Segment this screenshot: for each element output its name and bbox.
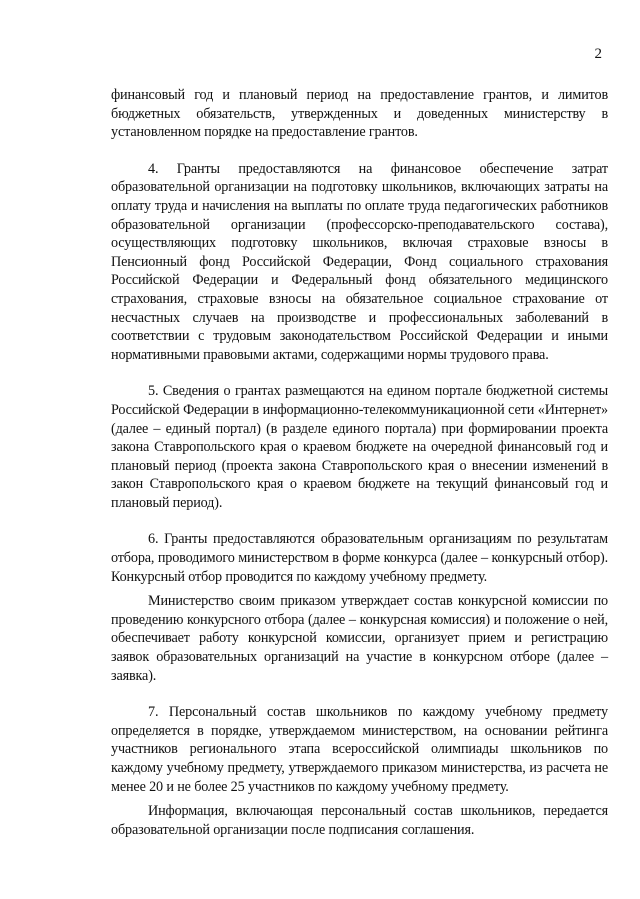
document-body [111,86,608,839]
paragraph-item-5: 5. Сведения о грантах размещаются на едином портале бюджетной системы Российской Федерации в информационно-телекоммуникационной сети «Интернет» (далее – единый портал) (в разделе единого портала) при формировании проекта закона Ставропольского края о краевом бюджете на очередной финансовый год и плановый период (проекта закона Ставропольского края о внесении изменений в закон Ставропольского края о краевом бюджете на текущий финансовый год и плановый период). [111,383,608,511]
paragraph-item-6: 6. Гранты предоставляются образовательным организациям по результатам отбора, проводимого министерством в форме конкурса (далее – конкурсный отбор). Конкурсный отбор проводится по каждому учебному предмету. [111,531,608,585]
paragraph-item-7: 7. Персональный состав школьников по каждому учебному предмету определяется в порядке, утверждаемом министерством, на основании рейтинга участников регионального этапа всероссийской олимпиады школьников по каждому учебному предмету, утверждаемого приказом министерства, из расчета не менее 20 и не более 25 участников по каждому учебному предмету. [111,704,608,795]
paragraph-item-4: 4. Гранты предоставляются на финансовое обеспечение затрат образовательной организации на подготовку школьников, включающих затраты на оплату труда и начисления на выплаты по оплате труда педагогических работников образовательной организации (профессорско-преподавательского состава), осуществляющих подготовку школьников, включая страховые взносы в Пенсионный фонд Российской Федерации, Фонд социального страхования Российской Федерации и Федеральный фонд обязательного медицинского страхования, страховые взносы на обязательное социальное страхование от несчастных случаев на производстве и профессиональных заболеваний в соответствии с трудовым законодательством Российской Федерации и иными нормативными правовыми актами, содержащими нормы трудового права. [111,160,608,363]
paragraph-item-6-commission: Министерство своим приказом утверждает состав конкурсной комиссии по проведению конкурсного отбора (далее – конкурсная комиссия) и положение о ней, обеспечивает работу конкурсной комиссии, организует прием и регистрацию заявок образовательных организаций на участие в конкурсном отборе (далее – заявка). [111,593,608,684]
paragraph-item-7-information: Информация, включающая персональный состав школьников, передается образовательной организации после подписания соглашения. [111,803,608,838]
page-number: 2 [594,46,602,62]
paragraph-continuation: финансовый год и плановый период на предоставление грантов, и лимитов бюджетных обязательств, утвержденных и доведенных министерству в установленном порядке на предоставление грантов. [111,87,608,141]
